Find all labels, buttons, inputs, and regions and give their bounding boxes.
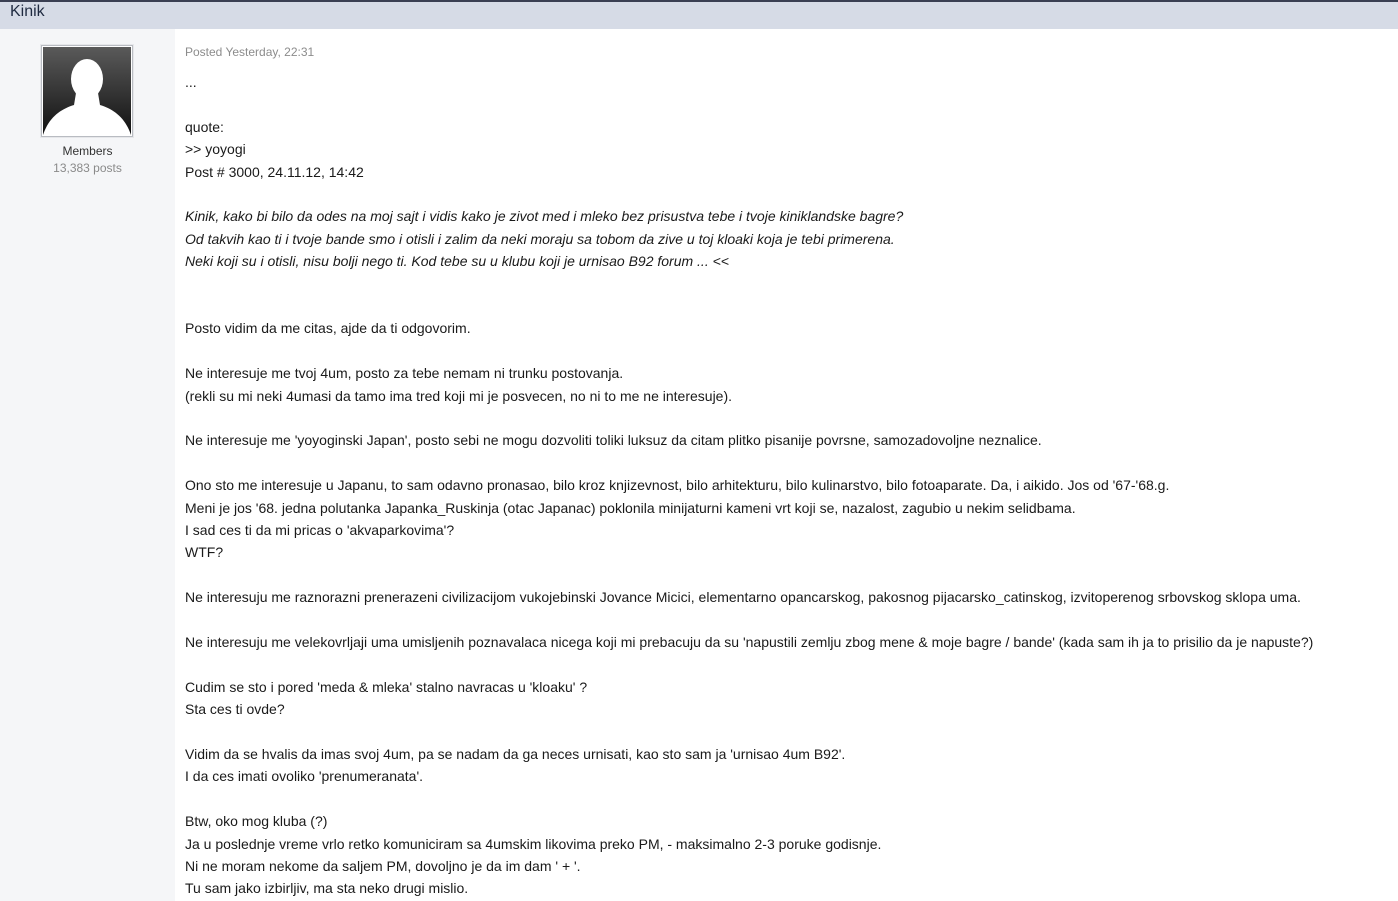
post-text-line: Vidim da se hvalis da imas svoj 4um, pa se nadam da ga neces urnisati, kao sto sam ja 'urnisao 4um B92'. [185, 746, 846, 763]
post-blank-line [185, 788, 1385, 810]
post-blank-line [185, 564, 1385, 586]
post-text-line: WTF? [185, 544, 224, 561]
member-group-label: Members [62, 144, 113, 158]
post-text-line: Ne interesuju me raznorazni prenerazeni civilizacijom vukojebinski Jovance Micici, elementarno opancarskog, pakosnog pijacarsko_catinskog, izvitoperenog srbovskog sklopa uma. [185, 589, 1301, 606]
post-text-line: Post # 3000, 24.11.12, 14:42 [185, 163, 364, 180]
post-text-line: Meni je jos '68. jedna polutanka Japanka_Ruskinja (otac Japanac) poklonila minijaturni kameni vrt koji se, nazalost, zagubio u nekim selidbama. [185, 499, 1076, 516]
post-header-bar [0, 0, 1398, 29]
post-text-line: Ono sto me interesuje u Japanu, to sam odavno pronasao, bilo kroz knjizevnost, bilo arhitekturu, bilo kulinarstvo, bilo fotoaparate. Da, i aikido. Jos od '67-'68.g. [185, 477, 1170, 494]
post-text-line: Ni ne moram nekome da saljem PM, dovoljno je da im dam ' + '. [185, 858, 581, 875]
post-text-line: >> yoyogi [185, 141, 246, 158]
post-text-line: Neki koji su i otisli, nisu bolji nego ti. Kod tebe su u klubu koji je urnisao B92 forum ... << [185, 253, 729, 270]
post-text-line: ... [185, 74, 197, 90]
post-blank-line [185, 183, 1385, 205]
author-sidebar [0, 29, 175, 901]
post-text-line: Btw, oko mog kluba (?) [185, 813, 328, 830]
post-blank-line [185, 407, 1385, 429]
post-blank-line [185, 721, 1385, 743]
post-blank-line [185, 340, 1385, 362]
post-blank-line [185, 653, 1385, 675]
post-blank-line [185, 609, 1385, 631]
post-text-line: quote: [185, 118, 224, 135]
post-text-line: I da ces imati ovoliko 'prenumeranata'. [185, 768, 424, 785]
post-text-line: Sta ces ti ovde? [185, 701, 285, 718]
post-text-line: Ne interesuju me velekovrljaji uma umisljenih poznavalaca nicega koji mi prebacuju da su 'napustili zemlju zbog mene & moje bagre / bande' (kada sam ih ja to prisilio da je napuste?) [185, 634, 1314, 651]
post-text-line: Cudim se sto i pored 'meda & mleka' stalno navracas u 'kloaku' ? [185, 678, 588, 695]
post-blank-line [185, 93, 1385, 115]
post-blank-line [185, 273, 1385, 295]
post-text-line: (rekli su mi neki 4umasi da tamo ima tred koji mi je posvecen, no ni to me ne interesuje). [185, 387, 733, 404]
member-post-count: 13,383 posts [53, 161, 122, 175]
post-text-line: Ne interesuje me 'yoyoginski Japan', posto sebi ne mogu dozvoliti toliki luksuz da citam plitko pisanije povrsne, samozadovoljne neznalice. [185, 432, 1042, 449]
post-text-line: I sad ces ti da mi pricas o 'akvaparkovima'? [185, 522, 455, 539]
default-silhouette-icon [43, 47, 131, 135]
post-text-line: Od takvih kao ti i tvoje bande smo i otisli i zalim da neki moraju sa tobom da zive u toj kloaki koja je tebi primerena. [185, 230, 895, 247]
post-text-line: Kinik, kako bi bilo da odes na moj sajt i vidis kako je zivot med i mleko bez prisustva tebe i tvoje kiniklandske bagre? [185, 208, 904, 225]
post-text-line: Ne interesuje me tvoj 4um, posto za tebe nemam ni trunku postovanja. [185, 365, 624, 382]
post-text-line: Tu sam jako izbirljiv, ma sta neko drugi mislio. [185, 880, 469, 897]
post-text-line: Ja u poslednje vreme vrlo retko komuniciram sa 4umskim likovima preko PM, - maksimalno 2-3 poruke godisnje. [185, 835, 882, 852]
avatar[interactable] [41, 45, 133, 137]
author-username-link[interactable]: Kinik [10, 3, 45, 20]
post-body [185, 71, 1385, 900]
post-blank-line [185, 452, 1385, 474]
post-timestamp: Posted Yesterday, 22:31 [185, 45, 315, 59]
post-text-line: Posto vidim da me citas, ajde da ti odgovorim. [185, 320, 471, 337]
post-blank-line [185, 295, 1385, 317]
